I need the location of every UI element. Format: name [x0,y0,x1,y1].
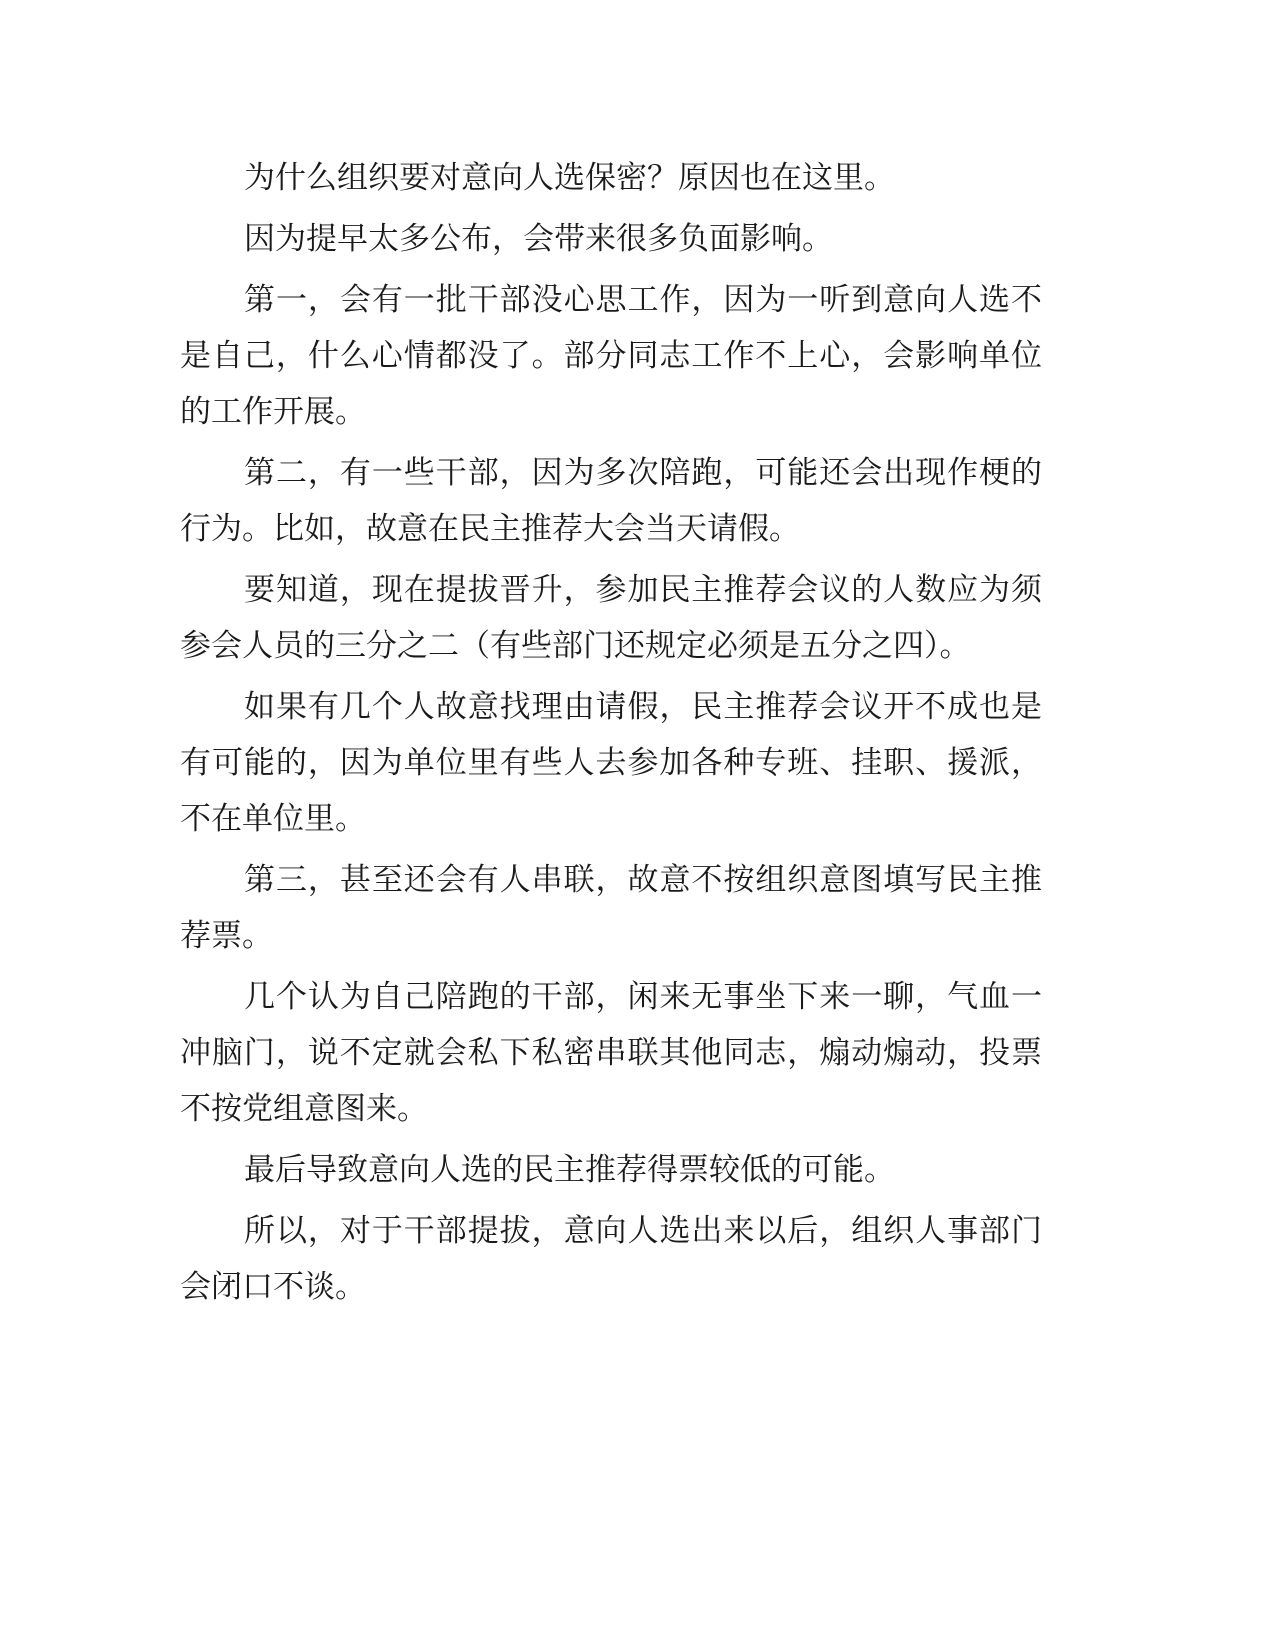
document-body [180,150,1042,1320]
paragraph-6: 如果有几个人故意找理由请假，民主推荐会议开不成也是有可能的，因为单位里有些人去参加各种专班、挂职、援派，不在单位里。 [180,689,1042,837]
paragraph-2: 因为提早太多公布，会带来很多负面影响。 [244,221,833,257]
paragraph-10: 所以，对于干部提拔，意向人选出来以后，组织人事部门会闭口不谈。 [180,1213,1042,1305]
paragraph-8: 几个认为自己陪跑的干部，闲来无事坐下来一聊，气血一冲脑门，说不定就会私下私密串联其他同志，煽动煽动，投票不按党组意图来。 [180,979,1042,1127]
paragraph-1: 为什么组织要对意向人选保密？原因也在这里。 [244,160,895,196]
paragraph-3: 第一，会有一批干部没心思工作，因为一听到意向人选不是自己，什么心情都没了。部分同志工作不上心，会影响单位的工作开展。 [180,282,1042,430]
paragraph-9: 最后导致意向人选的民主推荐得票较低的可能。 [244,1152,895,1188]
paragraph-5: 要知道，现在提拔晋升，参加民主推荐会议的人数应为须参会人员的三分之二（有些部门还规定必须是五分之四）。 [180,572,1042,664]
paragraph-4: 第二，有一些干部，因为多次陪跑，可能还会出现作梗的行为。比如，故意在民主推荐大会当天请假。 [180,455,1042,547]
paragraph-7: 第三，甚至还会有人串联，故意不按组织意图填写民主推荐票。 [180,862,1042,954]
